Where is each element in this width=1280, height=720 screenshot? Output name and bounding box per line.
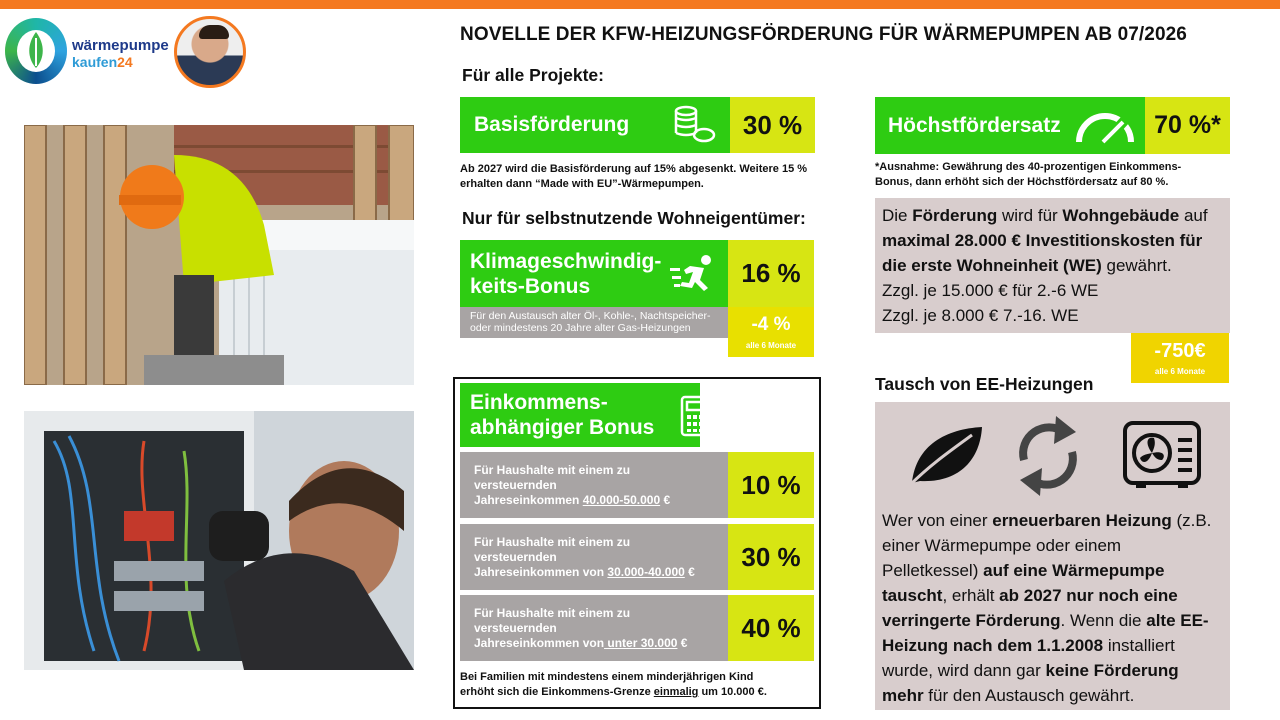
avatar: [174, 16, 246, 88]
ee-heading: Tausch von EE-Heizungen: [875, 374, 1094, 394]
logo-line1: wärmepumpe: [72, 37, 169, 54]
ee-text: Wer von einer erneuerbaren Heizung (z.B. einer Wärmepumpe oder einem Pelletkessel) auf eine Wärmepumpe tauscht, erhält ab 2027 nur noch eine verringerte Förderung. Wenn die alte EE- Heizung nach dem 1.1.2008 installiert wurde, wird dann gar keine Förderung mehr für den Austausch gewährt.: [882, 511, 1212, 705]
income-row-3-text: Für Haushalte mit einem zu versteuernden Jahreseinkommen von unter 30.000 €: [460, 595, 728, 661]
income-row-2-value: 30 %: [728, 524, 814, 590]
photo-installer-outdoor-unit: [24, 125, 414, 385]
basis-note: Ab 2027 wird die Basisförderung auf 15% abgesenkt. Weitere 15 % erhalten dann “Made with EU”-Wärmepumpen.: [460, 163, 808, 190]
klima-note-line2: oder mindestens 20 Jahre alter Gas-Heizungen: [470, 322, 691, 334]
basis-value: 30 %: [730, 97, 815, 153]
section-heading-owners: Nur für selbstnutzende Wohneigentümer:: [462, 208, 806, 228]
runner-icon: [670, 252, 720, 296]
page-title: NOVELLE DER KFW-HEIZUNGSFÖRDERUNG FÜR WÄRMEPUMPEN AB 07/2026: [460, 24, 1187, 45]
klima-note: [460, 307, 728, 338]
klima-reduction: -4 %: [751, 314, 791, 335]
speedometer-icon: [1075, 106, 1135, 146]
logo-text: [72, 38, 169, 70]
income-row-1-value: 10 %: [728, 452, 814, 518]
section-heading-all-projects: Für alle Projekte:: [462, 65, 604, 85]
income-note: Bei Familien mit mindestens einem minderjährigen Kind erhöht sich die Einkommens-Grenze einmalig um 10.000 €.: [460, 671, 767, 698]
klima-reduction-note: alle 6 Monate: [745, 341, 797, 350]
cost-reduction-box: [1131, 333, 1229, 383]
max-value: 70 %*: [1145, 97, 1230, 154]
heat-pump-icon: [1122, 420, 1202, 490]
top-accent-bar: [0, 0, 1280, 9]
max-note: *Ausnahme: Gewährung des 40-prozentigen Einkommens-Bonus, dann erhöht sich der Höchstfördersatz auf 80 %.: [875, 161, 1182, 188]
photo-electrician-panel: [24, 411, 414, 670]
klima-note-line1: Für den Austausch alter Öl-, Kohle-, Nachtspeicher-: [470, 310, 711, 322]
logo-line2: kaufen24: [72, 54, 133, 70]
leaf-icon: [906, 425, 986, 487]
klima-value: 16 %: [728, 240, 814, 307]
cost-reduction: -750€: [1154, 340, 1206, 362]
max-label: Höchstfördersatz: [888, 113, 1061, 137]
basis-label: Basisförderung: [474, 113, 630, 136]
income-row-3-value: 40 %: [728, 595, 814, 661]
income-row-1-text: Für Haushalte mit einem zu versteuernden Jahreseinkommen 40.000-50.000 €: [460, 452, 728, 518]
klima-reduction-box: [728, 307, 814, 357]
income-row-2-text: Für Haushalte mit einem zu versteuernden Jahreseinkommen von 30.000-40.000 €: [460, 524, 728, 590]
cost-reduction-note: alle 6 Monate: [1154, 367, 1206, 376]
investment-cost-panel: Die Förderung wird für Wohngebäude auf maximal 28.000 € Investitionskosten für die erste Wohneinheit (WE) gewährt. Zzgl. je 15.000 € für 2.-6 WE Zzgl. je 8.000 € 7.-16. WE: [875, 198, 1230, 333]
recycle-arrows-icon: [1010, 410, 1086, 502]
income-label-line2: abhängiger Bonus: [470, 416, 655, 439]
coins-icon: [668, 103, 718, 147]
logo-leaf-icon: [25, 30, 47, 70]
income-label-line1: Einkommens-: [470, 391, 608, 414]
klima-label-line1: Klimageschwindig-: [470, 249, 662, 273]
income-label-box: [460, 383, 700, 447]
calculator-icon: [680, 395, 710, 437]
klima-label-line2: keits-Bonus: [470, 274, 591, 298]
